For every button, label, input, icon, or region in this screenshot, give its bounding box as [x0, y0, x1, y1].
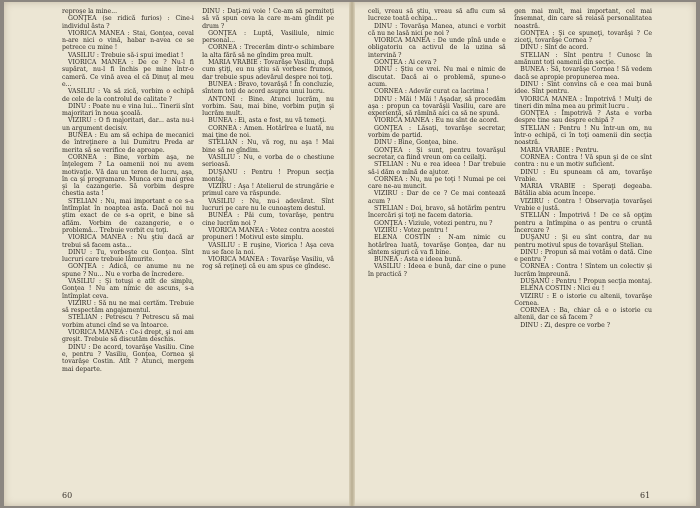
dialogue-paragraph: GONŢEA : Lăsaţi, tovarăşe secretar, vorbim de partid.	[368, 124, 506, 140]
dialogue-paragraph: GONŢEA : Ai ceva ?	[374, 59, 437, 67]
dialogue-paragraph: CORNEA : Bine, vorbim aşa, ne înţelegem ? La oamenii noi nu avem motivaţie. Vă dau un teren de lucru, aşa, în ca şi programare. Munca era mai grea şi la cazangerie. Să vorbim despre chestia asta !	[62, 153, 194, 198]
dialogue-paragraph: VASILIU : Nu, nu-i adevărat. Sînt lucruri pe care nu le cunoaştem destul.	[202, 197, 334, 213]
dialogue-paragraph: STELIAN : Doi, bravo, să hotărîm pentru încercări şi toţi ne facem datoria.	[368, 205, 506, 220]
dialogue-paragraph: VIZIRU : Contra ! Observaţia tovarăşei Vrabie e justă.	[514, 197, 652, 213]
left-page	[62, 8, 334, 486]
left-page-column-2	[202, 8, 334, 486]
dialogue-paragraph: CORNEA : Ba, chiar că e o istorie cu altenii, dar ce să facem ?	[514, 307, 652, 322]
dialogue-paragraph: DINU : De acord, tovarăşe Vasiliu. Cine e, pentru ? Vasiliu, Gonţea, Cornea şi tovarăşe Costin. Atît ? Atunci, mergem mai departe.	[62, 343, 194, 373]
dialogue-paragraph: VIZIRU : Să nu ne mai certăm. Trebuie să respectăm angajamentul.	[62, 299, 194, 315]
dialogue-paragraph: DINU : Propun să mai votăm o dată. Cine e pentru ?	[514, 248, 652, 264]
dialogue-paragraph: DINU : Măi ! Măi ! Aşadar, să procedăm aşa : propun ca tovarăşii Vasiliu, care are experienţă, să rămînă aici ca să ne spună.	[368, 95, 506, 118]
dialogue-paragraph: VIORICA MANEA : De ce ? Nu-l fi supărat, nu-l fi închis pe mine într-o cameră. Ce vină avea el că Dinuţ al meu e...	[62, 59, 194, 88]
dialogue-paragraph: VIORICA MANEA : De unde pînă unde e obligatoriu ca activul de la uzina să intervină ?	[368, 37, 506, 59]
dialogue-paragraph: STELIAN : Nu, mai important e ce s-a întîmplat în noaptea asta. Dacă noi nu ştim exact de ce s-a oprit, e bine să aflăm. Vorbim de cazangerie, e o problemă... Trebuie vorbit cu toţi.	[62, 197, 194, 234]
dialogue-paragraph: GONŢEA (se ridică furios) : Cine-i individul ăsta ?	[62, 15, 194, 30]
dialogue-paragraph: DUŞANU : Şi eu sînt contra, dar nu pentru motivul spus de tovarăşul Stelian.	[514, 234, 652, 249]
dialogue-paragraph: STELIAN : Petrescu ? Petrescu să mai vorbim atunci cînd se va întoarce.	[62, 314, 194, 329]
dialogue-paragraph: VIORICA MANEA : Tovarăşe Vasiliu, vă rog să reţineţi că eu am spus ce gîndesc.	[202, 256, 334, 271]
dialogue-paragraph: DINU : Tu, vorbeşte cu Gonţea. Sînt lucruri care trebuie lămurite.	[62, 248, 194, 264]
dialogue-paragraph: VIORICA MANEA : Împotrivă ! Mulţi de tineri din mîna mea au primit lucru .	[514, 95, 652, 110]
left-page-column-1	[62, 8, 194, 486]
dialogue-paragraph: STELIAN : Nu e rea ideea ! Dar trebuie să-i dăm o mînă de ajutor.	[368, 161, 506, 176]
dialogue-paragraph: ELENA COSTIN : N-am nimic cu hotărîrea luată, tovarăşe Gonţea, dar nu sîntem siguri că va fi bine.	[368, 234, 506, 256]
dialogue-paragraph: GONŢEA : Viziule, votezi pentru, nu ?	[374, 219, 493, 227]
dialogue-paragraph: VIORICA MANEA : Ce-i drept, şi noi am greşit. Trebuie să discutăm deschis.	[62, 329, 194, 344]
dialogue-paragraph: VIORICA MANEA : Votez contra acestei propuneri ! Motivul este simplu.	[202, 226, 334, 242]
dialogue-paragraph: DUŞANU : Pentru ! Propun secţia montaj.	[202, 168, 334, 183]
dialogue-paragraph: VASILIU : Va să zică, vorbim o echipă de cele de la controlul de calitate ?	[62, 88, 194, 103]
page-number-right: 61	[640, 491, 651, 500]
dialogue-paragraph: reproşe la mine...	[62, 8, 118, 15]
book-spread	[4, 2, 696, 506]
dialogue-paragraph: BUNEA : Păi cum, tovarăşe, pentru cine lucrăm noi ?	[202, 212, 334, 227]
dialogue-paragraph: CORNEA : Nu, nu pe toţi ! Numai pe cei care ne-au muncit.	[368, 175, 506, 191]
right-page-column-2	[514, 8, 652, 486]
dialogue-paragraph: VIZIRU : Aşa ! Atelierul de strungărie e primul care va răspunde.	[202, 183, 334, 198]
dialogue-paragraph: VIORICA MANEA : Nu ştiu dacă ar trebui să facem asta...	[62, 234, 194, 249]
dialogue-paragraph: VASILIU : Ideea e bună, dar cine o pune în practică ?	[368, 263, 506, 278]
dialogue-paragraph: STELIAN : Împotrivă ! De ce să opţim pentru a întîmpina o as pentru o cruntă încercare ?	[514, 212, 652, 234]
dialogue-paragraph: GONŢEA : Şi ce spuneţi, tovarăşi ? Ce ziceţi, tovarăşe Cornea ?	[514, 29, 652, 45]
dialogue-paragraph: GONŢEA : Luptă, Vasiliule, nimic personal...	[202, 29, 334, 45]
dialogue-paragraph: gen mai mult, mai important, cel mai însemnat, din care să reiasă personalitatea noastră.	[514, 8, 652, 30]
dialogue-paragraph: BUNEA : Bravo, tovarăşă ! În concluzie, sîntem toţi de acord asupra unui lucru.	[202, 80, 334, 96]
dialogue-paragraph: GONŢEA : Adică, ce anume nu ne spune ? Nu... Nu e vorba de încredere.	[62, 263, 194, 278]
dialogue-paragraph: CORNEA : Amen. Hotărîrea e luată, nu mai ţine de noi.	[202, 124, 334, 140]
dialogue-paragraph: BUNEA : Eu am să echipa de mecanici de întreţinere a lui Dumitru Preda ar merita să se verifice de aproape.	[62, 132, 194, 154]
dialogue-paragraph: VIORICA MANEA : Stai, Gonţea, ceval n-are nici o vină, habar n-avea ce se petrece cu mine !	[62, 29, 194, 52]
dialogue-paragraph: VIZIRU : E o istorie cu altenii, tovarăşe Cornea.	[514, 292, 652, 307]
page-number-left: 60	[62, 491, 73, 500]
dialogue-paragraph: CORNEA : Adevăr curat ca lacrima !	[374, 88, 489, 96]
dialogue-paragraph: VASILIU : E ruşine, Viorica ! Aşa ceva nu se face la noi.	[202, 241, 334, 256]
dialogue-paragraph: DINU : Ştiu ce vrei. Nu mai e nimic de discutat. Dacă ai o problemă, spune-o acum.	[368, 66, 506, 88]
dialogue-paragraph: BUNEA : Să, tovarăşe Cornea ! Să vedem dacă se apropie propunerea mea.	[514, 66, 652, 81]
dialogue-paragraph: CORNEA : Contra ! Vă spun şi de ce sînt contra : nu e un motiv suficient.	[514, 153, 652, 169]
dialogue-paragraph: MARIA VRABIE : Pentru.	[520, 146, 599, 154]
dialogue-paragraph: VASILIU : Trebuie să-i spui imediat !	[68, 51, 184, 59]
dialogue-paragraph: STELIAN : Pentru ! Nu într-un om, nu într-o echipă, ci în toţi oamenii din secţia noastră.	[514, 124, 652, 147]
dialogue-paragraph: DINU : Eu spuneam că am, tovarăşe Vrabie.	[514, 168, 652, 183]
dialogue-paragraph: celi, vreau să ştiu, vreau să aflu cum să lucreze toată echipa...	[368, 8, 506, 23]
dialogue-paragraph: CORNEA : Contra ! Sîntem un colectiv şi lucrăm împreună.	[514, 263, 652, 278]
dialogue-paragraph: CORNEA : Trecerăm dintr-o schimbare la alta fără să ne gîndim prea mult.	[202, 44, 334, 59]
dialogue-paragraph: GONŢEA : Împotrivă ? Asta e vorba despre tine sau despre echipă ?	[514, 110, 652, 125]
dialogue-paragraph: ANTONI : Bine. Atunci lucrăm, nu vorbim. Sau, mai bine, vorbim puţin şi lucrăm mult.	[202, 95, 334, 118]
dialogue-paragraph: DINU : Sînt convins că e cea mai bună idee. Sînt pentru.	[514, 80, 652, 96]
dialogue-paragraph: VASILIU : Nu, e vorba de o chestiune serioasă.	[202, 153, 334, 169]
dialogue-paragraph: VASILIU : Şi totuşi e atît de simplu, Gonţea ! Nu am nimic de ascuns, s-a întîmplat ceva.	[62, 277, 194, 300]
dialogue-paragraph: DINU : Poate nu e vina lui... Tinerii sînt majoritari în noua şcoală.	[62, 102, 194, 118]
dialogue-paragraph: STELIAN : Nu, vă rog, nu aşa ! Mai bine să ne gîndim.	[202, 139, 334, 154]
dialogue-paragraph: DINU : Sînt de acord.	[520, 44, 589, 52]
dialogue-paragraph: MARIA VRABIE : Tovarăşe Vasiliu, după cum ştiţi, eu nu ştiu să vorbesc frumos, dar trebuie spus adevărul despre noi toţi.	[202, 59, 334, 81]
dialogue-paragraph: BUNEA : Asta e ideea bună.	[374, 256, 463, 264]
dialogue-paragraph: DUŞANU : Pentru ! Propun secţia montaj.	[520, 277, 652, 285]
dialogue-paragraph: DINU : Tovarăşa Manea, atunci e vorbit că nu ne lasă nici pe noi ?	[368, 22, 506, 37]
dialogue-paragraph: BUNEA : Ei, asta e fost, nu vă temeţi.	[208, 117, 327, 125]
dialogue-paragraph: VIZIRU : Dar de ce ? Ce mai contează acum ?	[368, 190, 506, 205]
dialogue-paragraph: DINU : Zi, despre ce vorbe ?	[520, 321, 611, 329]
book-gutter	[349, 2, 355, 506]
dialogue-paragraph: VIZIRU : O fi majoritari, dar... asta nu-i un argument decisiv.	[62, 117, 194, 132]
dialogue-paragraph: MARIA VRABIE : Speraţi degeaba. Bătălia abia acum începe.	[514, 183, 652, 198]
dialogue-paragraph: STELIAN : Sînt pentru ! Cunosc în amănunt toţi oamenii din secţie.	[514, 51, 652, 67]
dialogue-paragraph: ELENA COSTIN : Nici eu !	[520, 285, 605, 293]
dialogue-paragraph: DINU : Daţi-mi voie ! Ce-am să permiteţi să vă spun ceva la care m-am gîndit pe drum ?	[202, 8, 334, 30]
dialogue-paragraph: DINU : Bine, Gonţea, bine.	[374, 139, 459, 147]
right-page	[368, 8, 652, 486]
dialogue-paragraph: VIZIRU : Votez pentru !	[374, 226, 449, 234]
dialogue-paragraph: VIORICA MANEA : Eu nu sînt de acord.	[374, 117, 499, 125]
right-page-column-1	[368, 8, 506, 486]
dialogue-paragraph: GONŢEA : Şi sunt, pentru tovarăşul secretar, ca fiind vreun om ca ceilalţi.	[368, 146, 506, 161]
